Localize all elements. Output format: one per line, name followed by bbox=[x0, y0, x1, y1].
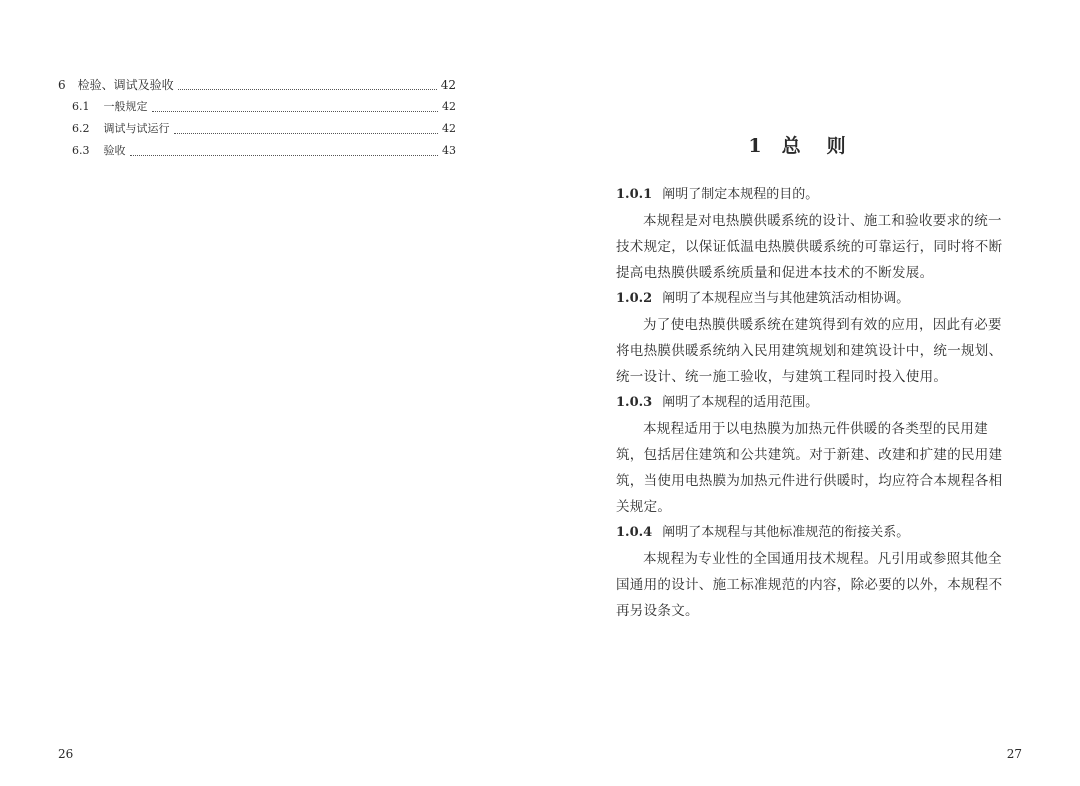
clause-explanation bbox=[616, 416, 1022, 520]
toc-entry-title: 验收 bbox=[103, 144, 126, 157]
clause-heading-text: 阐明了制定本规程的目的。 bbox=[662, 187, 819, 202]
page-number: 26 bbox=[58, 747, 74, 761]
text-line: 本规程是对电热膜供暖系统的设计、施工和验收要求的统一 bbox=[643, 213, 1002, 229]
right-page bbox=[540, 0, 1080, 786]
toc-entry-number: 6 bbox=[58, 78, 66, 92]
clause-explanation bbox=[616, 312, 1022, 390]
chapter-body bbox=[616, 182, 1022, 624]
clause-heading-text: 阐明了本规程应当与其他建筑活动相协调。 bbox=[662, 291, 910, 306]
clause-number: 1.0.1 bbox=[616, 187, 653, 202]
toc-entry-number: 6.1 bbox=[72, 100, 90, 113]
text-line: 关规定。 bbox=[616, 499, 672, 515]
text-line: 统一设计、统一施工验收，与建筑工程同时投入使用。 bbox=[616, 369, 948, 385]
text-line: 为了使电热膜供暖系统在建筑得到有效的应用，因此有必要 bbox=[643, 317, 1002, 333]
toc-entry[interactable] bbox=[58, 74, 456, 96]
toc-dot-leader bbox=[178, 88, 437, 90]
toc-entry-number: 6.3 bbox=[72, 144, 90, 157]
clause-number: 1.0.4 bbox=[616, 525, 653, 540]
table-of-contents bbox=[58, 74, 456, 162]
text-line: 再另设条文。 bbox=[616, 603, 699, 619]
clause-heading-text: 阐明了本规程的适用范围。 bbox=[662, 395, 819, 410]
toc-dot-leader bbox=[174, 132, 439, 134]
toc-dot-leader bbox=[152, 110, 439, 112]
toc-entry[interactable] bbox=[58, 140, 456, 162]
text-line: 技术规定，以保证低温电热膜供暖系统的可靠运行，同时将不断 bbox=[616, 239, 1003, 255]
toc-entry-title: 调试与试运行 bbox=[103, 122, 170, 135]
page-number: 27 bbox=[1006, 747, 1022, 761]
clause-explanation bbox=[616, 208, 1022, 286]
toc-entry[interactable] bbox=[58, 118, 456, 140]
toc-entry-title: 检验、调试及验收 bbox=[77, 78, 174, 92]
clause-number: 1.0.3 bbox=[616, 395, 653, 410]
toc-entry[interactable] bbox=[58, 96, 456, 118]
chapter-number: 1 bbox=[748, 135, 764, 157]
toc-entry-page: 42 bbox=[442, 122, 456, 135]
text-line: 本规程为专业性的全国通用技术规程。凡引用或参照其他全 bbox=[643, 551, 1002, 567]
clause-heading bbox=[616, 286, 1022, 312]
toc-dot-leader bbox=[130, 154, 439, 156]
toc-entry-number: 6.2 bbox=[72, 122, 90, 135]
toc-entry-page: 42 bbox=[442, 100, 456, 113]
clause-heading-text: 阐明了本规程与其他标准规范的衔接关系。 bbox=[662, 525, 910, 540]
clause-heading bbox=[616, 520, 1022, 546]
text-line: 本规程适用于以电热膜为加热元件供暖的各类型的民用建 bbox=[643, 421, 988, 437]
text-line: 国通用的设计、施工标准规范的内容，除必要的以外，本规程不 bbox=[616, 577, 1003, 593]
toc-entry-title: 一般规定 bbox=[103, 100, 148, 113]
clause-heading bbox=[616, 182, 1022, 208]
text-line: 筑，包括居住建筑和公共建筑。对于新建、改建和扩建的民用建 bbox=[616, 447, 1003, 463]
chapter-heading bbox=[540, 131, 1080, 158]
clause-explanation bbox=[616, 546, 1022, 624]
text-line: 筑，当使用电热膜为加热元件进行供暖时，均应符合本规程各相 bbox=[616, 473, 1003, 489]
toc-entry-page: 43 bbox=[442, 144, 456, 157]
clause-heading bbox=[616, 390, 1022, 416]
chapter-title: 总则 bbox=[781, 135, 872, 157]
text-line: 提高电热膜供暖系统质量和促进本技术的不断发展。 bbox=[616, 265, 934, 281]
toc-entry-page: 42 bbox=[440, 78, 456, 92]
clause-number: 1.0.2 bbox=[616, 291, 653, 306]
text-line: 将电热膜供暖系统纳入民用建筑规划和建筑设计中，统一规划、 bbox=[616, 343, 1003, 359]
